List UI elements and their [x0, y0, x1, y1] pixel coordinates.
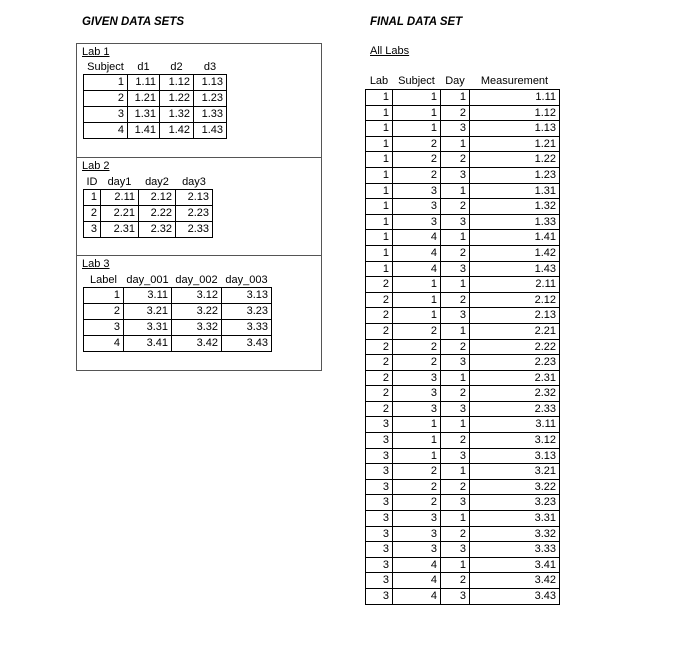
table-cell: 1.41 [470, 230, 560, 246]
table-row [366, 370, 560, 386]
lab2-col-id: ID [86, 176, 98, 188]
table-cell: 3 [366, 511, 393, 527]
table-cell: 1.12 [470, 105, 560, 121]
table-cell: 4 [84, 336, 124, 352]
table-cell: 1 [441, 183, 470, 199]
table-cell: 3 [366, 589, 393, 605]
table-cell: 2 [441, 526, 470, 542]
table-row [366, 292, 560, 308]
table-cell: 2.33 [176, 222, 213, 238]
table-cell: 1 [441, 90, 470, 106]
table-cell: 4 [393, 230, 441, 246]
table-cell: 3.22 [172, 304, 222, 320]
table-cell: 1 [393, 90, 441, 106]
table-cell: 2 [441, 105, 470, 121]
table-row [366, 433, 560, 449]
table-cell: 3 [366, 448, 393, 464]
lab1-col-subject: Subject [87, 61, 124, 73]
table-cell: 2.22 [139, 206, 176, 222]
table-cell: 2 [393, 479, 441, 495]
table-cell: 1.33 [470, 214, 560, 230]
table-cell: 3.33 [470, 542, 560, 558]
table-row [84, 304, 272, 320]
table-cell: 3 [441, 214, 470, 230]
table-cell: 1.11 [470, 90, 560, 106]
table-cell: 2 [441, 386, 470, 402]
table-cell: 1 [441, 511, 470, 527]
table-cell: 1.32 [160, 107, 194, 123]
table-cell: 3 [393, 199, 441, 215]
final-col-subject: Subject [398, 75, 435, 87]
table-row [366, 557, 560, 573]
table-cell: 3.43 [222, 336, 272, 352]
table-cell: 1.21 [128, 91, 160, 107]
table-row [84, 75, 227, 91]
table-cell: 3.32 [470, 526, 560, 542]
table-cell: 3.12 [172, 288, 222, 304]
table-row [366, 542, 560, 558]
table-cell: 1 [366, 214, 393, 230]
table-cell: 3 [441, 401, 470, 417]
table-cell: 2 [366, 401, 393, 417]
table-cell: 4 [84, 123, 128, 139]
table-cell: 2.31 [470, 370, 560, 386]
final-table [365, 74, 560, 605]
table-row [366, 277, 560, 293]
table-cell: 2 [366, 386, 393, 402]
table-cell: 1 [441, 557, 470, 573]
table-cell: 2 [441, 479, 470, 495]
table-cell: 1.43 [194, 123, 227, 139]
table-cell: 3 [366, 573, 393, 589]
table-row [366, 105, 560, 121]
table-cell: 1 [393, 292, 441, 308]
table-cell: 3.22 [470, 479, 560, 495]
table-cell: 1.22 [160, 91, 194, 107]
table-cell: 2 [366, 339, 393, 355]
lab1-table [83, 60, 227, 139]
table-cell: 3.43 [470, 589, 560, 605]
table-cell: 3 [393, 401, 441, 417]
table-cell: 3.13 [470, 448, 560, 464]
table-cell: 1 [393, 105, 441, 121]
table-cell: 2.23 [470, 355, 560, 371]
table-row [84, 91, 227, 107]
table-cell: 3 [393, 370, 441, 386]
final-col-day: Day [445, 75, 465, 87]
table-row [84, 123, 227, 139]
table-cell: 2.21 [470, 323, 560, 339]
table-cell: 1 [366, 199, 393, 215]
table-row [366, 261, 560, 277]
table-cell: 3 [441, 495, 470, 511]
table-row [366, 230, 560, 246]
table-row [366, 479, 560, 495]
table-row [84, 190, 213, 206]
table-cell: 2 [366, 355, 393, 371]
table-row [366, 167, 560, 183]
table-cell: 3.23 [222, 304, 272, 320]
table-cell: 1 [393, 448, 441, 464]
lab3-title: Lab 3 [82, 258, 110, 270]
table-cell: 2 [393, 323, 441, 339]
table-cell: 3.11 [124, 288, 172, 304]
table-row [84, 107, 227, 123]
table-cell: 1.42 [160, 123, 194, 139]
table-row [366, 308, 560, 324]
table-cell: 1 [366, 136, 393, 152]
table-row [366, 152, 560, 168]
table-row [366, 214, 560, 230]
table-row [366, 90, 560, 106]
table-cell: 3.41 [470, 557, 560, 573]
table-cell: 2 [366, 277, 393, 293]
table-cell: 1 [393, 433, 441, 449]
table-cell: 1 [393, 121, 441, 137]
lab1-panel [76, 43, 322, 158]
table-cell: 1.23 [470, 167, 560, 183]
table-cell: 4 [393, 261, 441, 277]
table-cell: 3 [441, 167, 470, 183]
table-row [366, 339, 560, 355]
table-cell: 1.42 [470, 245, 560, 261]
table-row [84, 222, 213, 238]
table-cell: 2.13 [176, 190, 213, 206]
table-row [84, 206, 213, 222]
given-data-sets-heading: GIVEN DATA SETS [82, 16, 185, 28]
table-row [366, 417, 560, 433]
table-cell: 1.32 [470, 199, 560, 215]
table-row [84, 320, 272, 336]
table-cell: 2.13 [470, 308, 560, 324]
table-cell: 3 [366, 542, 393, 558]
table-cell: 2.11 [101, 190, 139, 206]
table-cell: 1.12 [160, 75, 194, 91]
table-cell: 3.11 [470, 417, 560, 433]
table-cell: 2 [393, 136, 441, 152]
table-cell: 1 [393, 417, 441, 433]
table-cell: 2 [393, 355, 441, 371]
table-cell: 4 [393, 245, 441, 261]
table-cell: 2 [441, 199, 470, 215]
table-cell: 1 [366, 245, 393, 261]
table-cell: 2.23 [176, 206, 213, 222]
final-col-lab: Lab [369, 75, 389, 87]
table-cell: 1 [441, 323, 470, 339]
table-cell: 1 [441, 417, 470, 433]
table-cell: 3.12 [470, 433, 560, 449]
table-cell: 3 [366, 526, 393, 542]
table-cell: 2 [84, 91, 128, 107]
table-cell: 4 [393, 557, 441, 573]
table-cell: 3 [441, 261, 470, 277]
table-cell: 3 [84, 222, 101, 238]
lab2-col-day1: day1 [107, 176, 132, 188]
table-cell: 1.13 [194, 75, 227, 91]
table-cell: 4 [393, 573, 441, 589]
table-cell: 2 [84, 206, 101, 222]
table-cell: 3.42 [470, 573, 560, 589]
table-cell: 1 [366, 90, 393, 106]
lab3-col-day003: day_003 [225, 274, 268, 286]
table-cell: 2 [441, 245, 470, 261]
table-cell: 1.22 [470, 152, 560, 168]
table-cell: 2 [441, 292, 470, 308]
table-cell: 2.32 [470, 386, 560, 402]
table-cell: 3 [393, 214, 441, 230]
table-cell: 2.22 [470, 339, 560, 355]
table-cell: 1.41 [128, 123, 160, 139]
table-cell: 3 [366, 495, 393, 511]
table-cell: 2.12 [470, 292, 560, 308]
table-cell: 1.11 [128, 75, 160, 91]
table-cell: 2 [393, 464, 441, 480]
table-cell: 1 [366, 261, 393, 277]
table-row [366, 589, 560, 605]
table-row [366, 199, 560, 215]
table-cell: 2 [393, 495, 441, 511]
table-cell: 2.33 [470, 401, 560, 417]
table-cell: 2 [84, 304, 124, 320]
table-row [366, 511, 560, 527]
table-cell: 1 [366, 105, 393, 121]
table-row [84, 336, 272, 352]
table-cell: 3 [84, 320, 124, 336]
table-cell: 2 [366, 370, 393, 386]
table-cell: 3.21 [124, 304, 172, 320]
table-cell: 1.31 [470, 183, 560, 199]
table-cell: 3.41 [124, 336, 172, 352]
table-row [366, 386, 560, 402]
table-cell: 3.13 [222, 288, 272, 304]
table-cell: 1 [366, 183, 393, 199]
table-cell: 1 [366, 121, 393, 137]
table-cell: 2 [441, 339, 470, 355]
final-data-set-heading: FINAL DATA SET [370, 16, 463, 28]
lab3-table [83, 273, 272, 352]
table-row [366, 323, 560, 339]
table-cell: 2 [366, 292, 393, 308]
lab2-table [83, 175, 213, 238]
table-cell: 2 [393, 152, 441, 168]
table-cell: 3 [366, 464, 393, 480]
table-row [366, 245, 560, 261]
lab1-title: Lab 1 [82, 46, 110, 58]
table-cell: 3 [441, 542, 470, 558]
table-cell: 1 [366, 230, 393, 246]
table-cell: 1 [84, 288, 124, 304]
table-cell: 3 [393, 526, 441, 542]
table-cell: 3 [366, 479, 393, 495]
table-cell: 3.32 [172, 320, 222, 336]
table-row [366, 526, 560, 542]
lab3-panel [76, 255, 322, 371]
lab1-col-d1: d1 [137, 61, 150, 73]
final-col-measurement: Measurement [480, 75, 549, 87]
table-row [366, 464, 560, 480]
table-cell: 3.23 [470, 495, 560, 511]
table-cell: 3.31 [470, 511, 560, 527]
table-cell: 1 [441, 370, 470, 386]
table-cell: 3.33 [222, 320, 272, 336]
table-row [366, 183, 560, 199]
table-cell: 1 [84, 190, 101, 206]
table-cell: 3 [441, 448, 470, 464]
table-cell: 1.31 [128, 107, 160, 123]
table-cell: 3 [393, 542, 441, 558]
table-cell: 1.33 [194, 107, 227, 123]
lab2-panel [76, 157, 322, 256]
table-cell: 2 [441, 433, 470, 449]
table-cell: 3 [441, 589, 470, 605]
table-cell: 3.21 [470, 464, 560, 480]
table-cell: 2.32 [139, 222, 176, 238]
table-cell: 1 [441, 464, 470, 480]
table-row [366, 401, 560, 417]
table-cell: 1.21 [470, 136, 560, 152]
lab2-title: Lab 2 [82, 160, 110, 172]
lab1-col-d2: d2 [170, 61, 183, 73]
table-cell: 3 [393, 183, 441, 199]
table-cell: 3 [441, 308, 470, 324]
table-row [366, 355, 560, 371]
table-row [366, 573, 560, 589]
table-row [366, 136, 560, 152]
table-cell: 2 [393, 167, 441, 183]
table-cell: 2.21 [101, 206, 139, 222]
lab3-col-day002: day_002 [175, 274, 218, 286]
table-cell: 2 [441, 152, 470, 168]
table-cell: 3 [366, 433, 393, 449]
table-cell: 1 [366, 152, 393, 168]
table-cell: 2.12 [139, 190, 176, 206]
lab3-col-day001: day_001 [126, 274, 169, 286]
table-cell: 2 [393, 339, 441, 355]
lab2-col-day2: day2 [145, 176, 169, 188]
table-row [366, 495, 560, 511]
all-labs-title: All Labs [370, 45, 410, 57]
table-cell: 2 [366, 308, 393, 324]
table-cell: 4 [393, 589, 441, 605]
table-cell: 3 [366, 557, 393, 573]
table-cell: 1 [441, 277, 470, 293]
table-cell: 3 [84, 107, 128, 123]
table-cell: 1 [366, 167, 393, 183]
lab2-col-day3: day3 [182, 176, 206, 188]
table-cell: 1 [441, 136, 470, 152]
table-cell: 3 [366, 417, 393, 433]
table-cell: 3 [441, 121, 470, 137]
table-cell: 3.31 [124, 320, 172, 336]
lab1-col-d3: d3 [203, 61, 217, 73]
table-cell: 3.42 [172, 336, 222, 352]
table-cell: 1 [393, 308, 441, 324]
table-cell: 1.23 [194, 91, 227, 107]
table-cell: 3 [393, 511, 441, 527]
table-row [366, 121, 560, 137]
lab3-col-label: Label [90, 274, 117, 286]
table-row [366, 448, 560, 464]
table-cell: 1 [393, 277, 441, 293]
table-cell: 2.31 [101, 222, 139, 238]
table-cell: 3 [441, 355, 470, 371]
table-cell: 2 [441, 573, 470, 589]
table-cell: 1.13 [470, 121, 560, 137]
table-cell: 1 [441, 230, 470, 246]
table-cell: 1.43 [470, 261, 560, 277]
table-cell: 2.11 [470, 277, 560, 293]
table-row [84, 288, 272, 304]
table-cell: 1 [84, 75, 128, 91]
table-cell: 3 [393, 386, 441, 402]
table-cell: 2 [366, 323, 393, 339]
